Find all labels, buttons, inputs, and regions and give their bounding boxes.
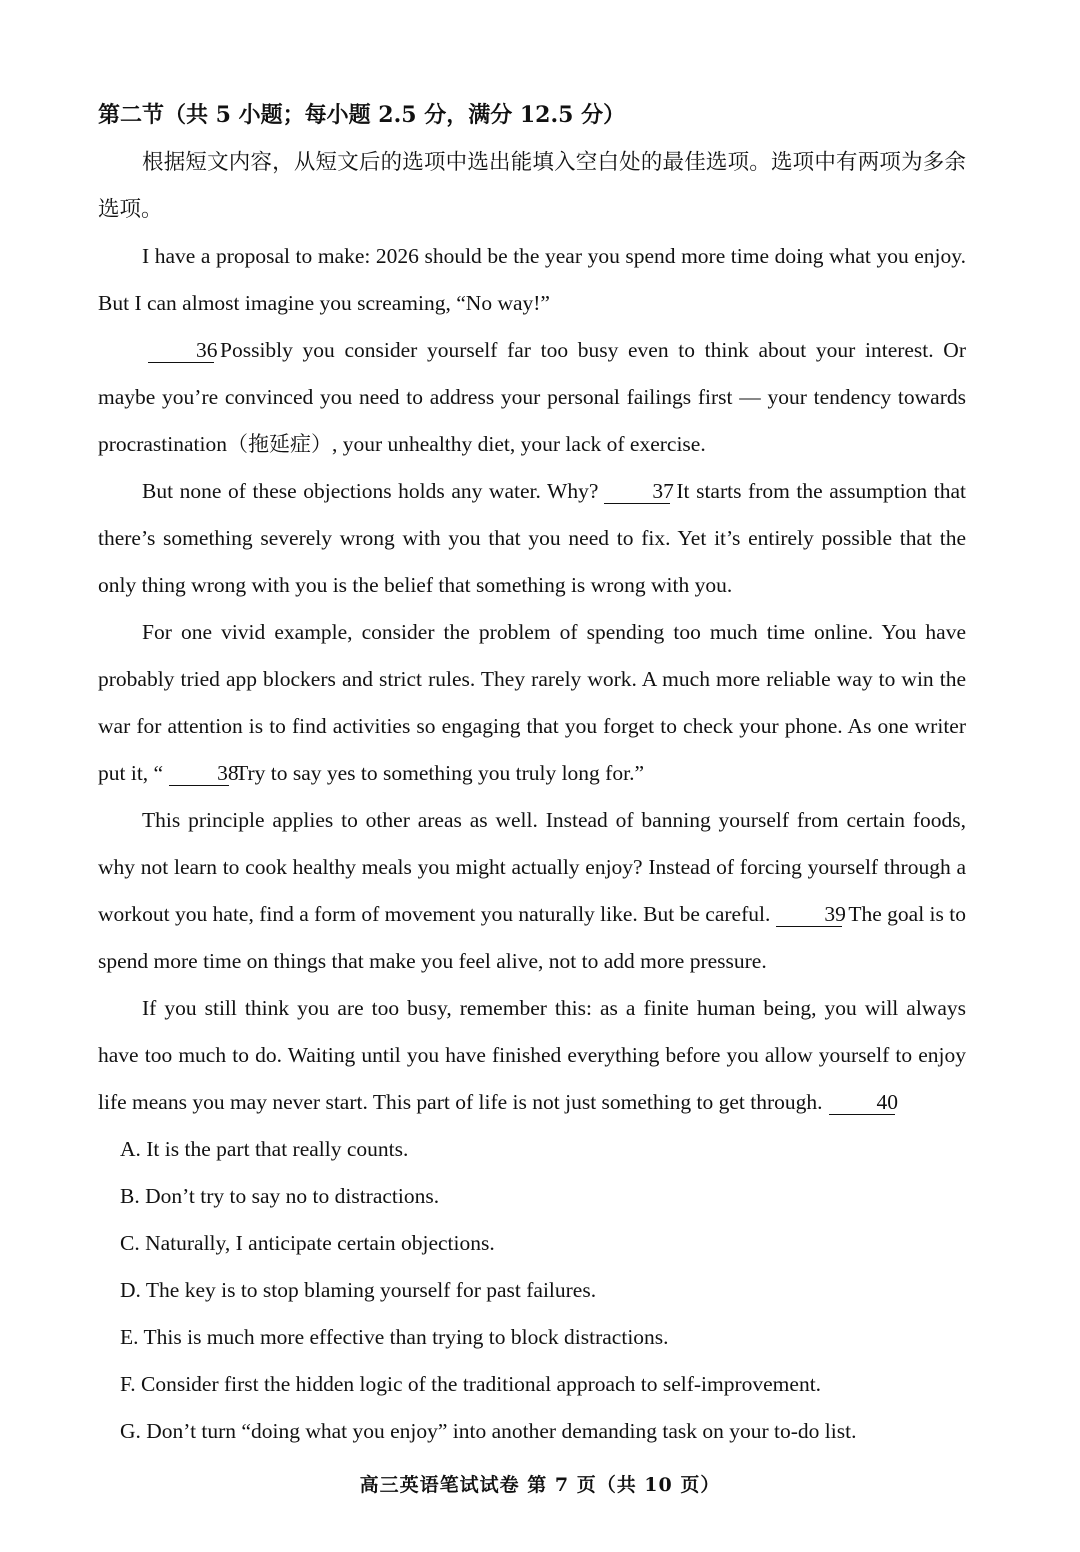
exam-page [98,92,966,1455]
option-b: B. Don’t try to say no to distractions. [120,1184,440,1208]
passage-paragraph-6 [98,985,966,1126]
option-c: C. Naturally, I anticipate certain objections. [120,1231,495,1255]
passage-paragraph-1: I have a proposal to make: 2026 should be the year you spend more time doing what you enjoy. But I can almost imagine you screaming, “No way!” [98,244,966,315]
passage-paragraph-5 [98,797,966,985]
paragraph-2-text-b: , your unhealthy diet, your lack of exercise. [331,432,706,456]
answer-blank-39: 39 [776,902,842,927]
paragraph-2-text-a: Possibly you consider yourself far too busy even to think about your interest. Or maybe you’re convinced you need to address your personal failings first — your tendency towards procrastination [98,338,966,456]
passage-paragraph-2 [98,327,966,468]
paragraph-5-text-b: The goal is to spend more time on things that make you feel alive, not to add more pressure. [98,902,966,973]
section-instruction: 根据短文内容，从短文后的选项中选出能填入空白处的最佳选项。选项中有两项为多余选项。 [98,150,966,222]
paragraph-3-text-a: But none of these objections holds any water. Why? [142,479,599,503]
page-footer: 高三英语笔试试卷 第 7 页（共 10 页） [359,1474,721,1496]
paragraph-2-chinese-gloss: （拖延症） [226,432,332,456]
option-g: G. Don’t turn “doing what you enjoy” into another demanding task on your to-do list. [120,1419,857,1443]
passage-paragraph-4 [98,609,966,797]
answer-options [98,1126,966,1455]
option-d: D. The key is to stop blaming yourself for past failures. [120,1278,597,1302]
paragraph-6-text-a: If you still think you are too busy, remember this: as a finite human being, you will always have too much to do. Waiting until you have finished everything before you allow yourself to enjoy life means you may never start. This part of life is not just something to get through. [98,996,966,1114]
option-e: E. This is much more effective than trying to block distractions. [120,1325,669,1349]
option-a: A. It is the part that really counts. [120,1137,409,1161]
answer-blank-37: 37 [604,479,670,504]
answer-blank-38: 38 [169,761,229,786]
paragraph-4-text-b: Try to say yes to something you truly long for.” [235,761,644,785]
paragraph-5-text-a: This principle applies to other areas as well. Instead of banning yourself from certain foods, why not learn to cook healthy meals you might actually enjoy? Instead of forcing yourself through a workout you hate, find a form of movement you naturally like. But be careful. [98,808,966,926]
section-title: 第二节（共 5 小题；每小题 2.5 分，满分 12.5 分） [98,102,626,128]
passage-paragraph-3 [98,468,966,609]
answer-blank-36: 36 [148,338,214,363]
paragraph-3-text-b: It starts from the assumption that there’s something severely wrong with you that you need to fix. Yet it’s entirely possible that the only thing wrong with you is the belief that something is wrong with you. [98,479,966,597]
paragraph-4-text-a: For one vivid example, consider the problem of spending too much time online. You have probably tried app blockers and strict rules. They rarely work. A much more reliable way to win the war for attention is to find activities so engaging that you forget to check your phone. As one writer put it, “ [98,620,966,785]
option-f: F. Consider first the hidden logic of the traditional approach to self-improvement. [120,1372,822,1396]
answer-blank-40: 40 [829,1090,895,1115]
